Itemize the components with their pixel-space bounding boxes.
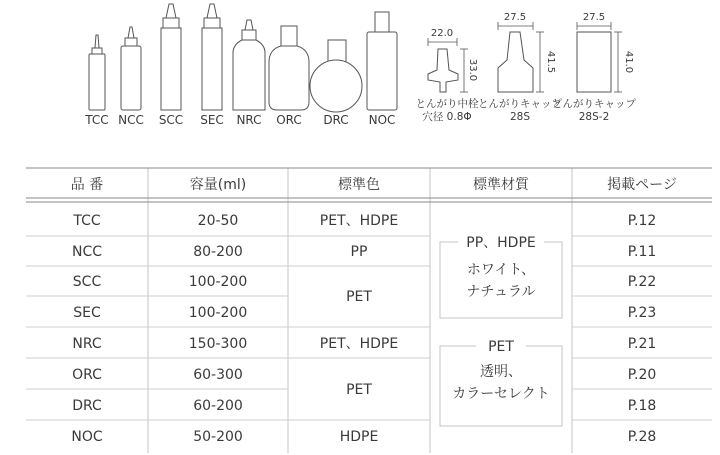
cell-code: TCC — [73, 213, 101, 229]
cap-name: とんがり中栓 — [415, 98, 479, 110]
cap-nozzle-28s — [478, 12, 562, 123]
bottle-label: SCC — [158, 113, 184, 127]
cell-code: NOC — [71, 429, 103, 445]
bottle-labels — [84, 113, 395, 127]
cap-nozzle-plug — [416, 28, 479, 123]
bottle-drc-drawing — [310, 40, 362, 112]
material-group-pp — [440, 232, 562, 318]
material-line: ホワイト、 — [466, 262, 536, 278]
bottle-label: NCC — [118, 113, 144, 127]
cell-capacity: 100-200 — [188, 305, 248, 321]
bottle-orc-drawing — [269, 26, 309, 110]
cell-color: HDPE — [339, 429, 379, 445]
bottle-label: ORC — [276, 113, 302, 127]
bottle-label: NOC — [368, 113, 396, 127]
cell-color: PET、HDPE — [319, 213, 399, 229]
cap-width-label: 22.0 — [430, 28, 454, 39]
cell-code: NCC — [71, 244, 103, 260]
bottle-label: SEC — [200, 113, 224, 127]
cap-sub: 28S — [509, 111, 531, 123]
cell-color: PET、HDPE — [319, 336, 399, 352]
cell-capacity: 80-200 — [193, 244, 243, 260]
material-title: PP、HDPE — [466, 235, 536, 251]
cell-page: P.18 — [627, 398, 657, 414]
bottle-tcc-drawing — [89, 35, 105, 110]
bottle-label: TCC — [85, 113, 109, 127]
material-group-pet — [440, 336, 562, 426]
material-title: PET — [488, 339, 514, 355]
material-line: 透明、 — [480, 364, 522, 380]
header-capacity: 容量(ml) — [189, 177, 247, 193]
spec-table — [26, 168, 712, 453]
cell-capacity: 150-300 — [188, 336, 248, 352]
cell-page: P.21 — [627, 336, 657, 352]
bottle-sec-drawing — [202, 4, 222, 110]
header-standard-material: 標準材質 — [473, 177, 529, 193]
cell-page: P.12 — [627, 213, 657, 229]
cell-code: DRC — [72, 398, 102, 414]
cell-capacity: 60-300 — [193, 367, 243, 383]
cell-page: P.11 — [627, 244, 657, 260]
material-line: カラーセレクト — [452, 386, 550, 402]
bottle-label: DRC — [323, 113, 349, 127]
cap-width-label: 27.5 — [582, 12, 606, 23]
material-line: ナチュラル — [466, 284, 536, 300]
cap-name: とんがりキャップ — [552, 98, 636, 110]
cell-page: P.23 — [627, 305, 657, 321]
cell-capacity: 100-200 — [188, 274, 248, 290]
cell-code: SEC — [73, 305, 101, 321]
header-part-number: 品 番 — [70, 177, 104, 193]
cell-page: P.28 — [627, 429, 657, 445]
cap-sub: 28S-2 — [578, 111, 610, 123]
cell-page: P.22 — [627, 274, 657, 290]
bottle-noc-drawing — [367, 12, 397, 110]
cap-sub: 穴径 0.8Φ — [422, 111, 472, 123]
bottle-ncc-drawing — [121, 27, 141, 110]
bottle-scc-drawing — [161, 4, 181, 110]
cap-height-label: 33.0 — [467, 58, 478, 82]
bottle-nrc-drawing — [233, 20, 265, 110]
bottle-label: NRC — [236, 113, 262, 127]
cap-width-label: 27.5 — [503, 12, 527, 23]
cell-capacity: 50-200 — [193, 429, 243, 445]
cap-height-label: 41.5 — [545, 50, 556, 74]
cell-code: SCC — [72, 274, 102, 290]
cap-nozzle-28s2 — [552, 12, 636, 123]
cell-capacity: 60-200 — [193, 398, 243, 414]
cell-code: ORC — [72, 367, 102, 383]
header-page: 掲載ページ — [607, 177, 677, 193]
cell-code: NRC — [72, 336, 102, 352]
cell-color: PET — [346, 289, 372, 305]
cell-capacity: 20-50 — [197, 213, 239, 229]
cell-color: PET — [346, 382, 372, 398]
cell-color: PP — [350, 244, 368, 260]
cap-name: とんがりキャップ — [478, 98, 562, 110]
header-standard-color: 標準色 — [338, 177, 380, 193]
cell-page: P.20 — [627, 367, 657, 383]
cap-height-label: 41.0 — [623, 50, 634, 74]
